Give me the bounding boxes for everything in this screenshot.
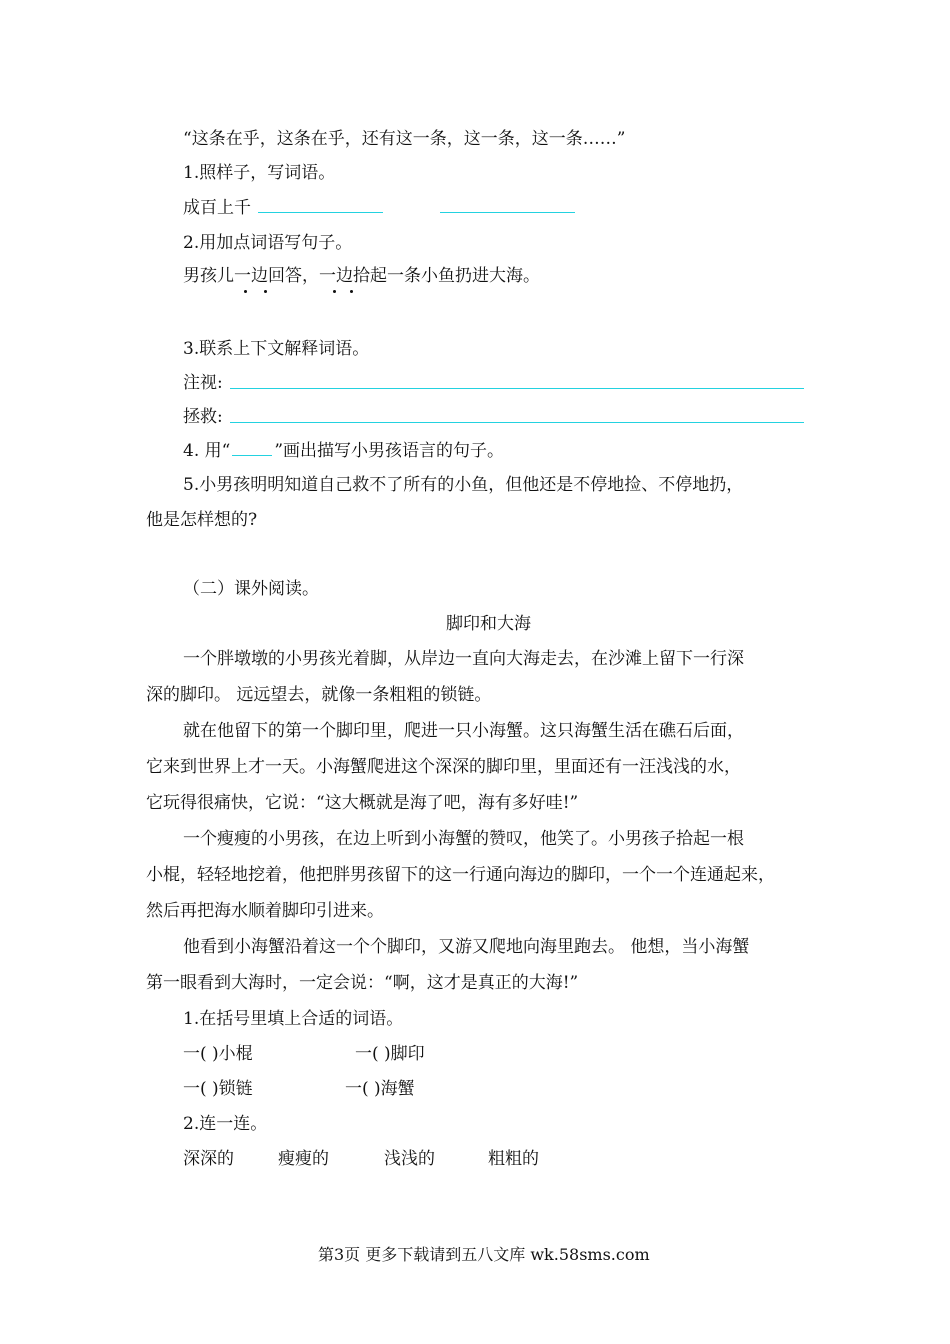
question-1-example: 成百上千 bbox=[183, 198, 251, 218]
emphasis-dot bbox=[333, 290, 336, 293]
story-line: 它来到世界上才一天。小海蟹爬进这个深深的脚印里，里面还有一汪浅浅的水， bbox=[146, 757, 741, 777]
underline-sample bbox=[232, 441, 272, 456]
b-question-1-title: 1.在括号里填上合适的词语。 bbox=[183, 1009, 404, 1029]
question-3-word-1: 注视: bbox=[183, 373, 223, 393]
quote-line: “这条在乎，这条在乎，还有这一条，这一条，这一条……” bbox=[183, 129, 626, 149]
b-question-2-title: 2.连一连。 bbox=[183, 1114, 268, 1134]
match-word[interactable]: 深深的 bbox=[183, 1149, 234, 1169]
page-footer: 第3页 更多下载请到五八文库 wk.58sms.com bbox=[318, 1245, 650, 1264]
answer-line-1[interactable] bbox=[230, 388, 804, 389]
answer-blank-1[interactable] bbox=[258, 212, 383, 213]
story-line: 一个胖墩墩的小男孩光着脚，从岸边一直向大海走去，在沙滩上留下一行深 bbox=[183, 649, 744, 669]
question-2-title: 2.用加点词语写句子。 bbox=[183, 233, 353, 253]
section-2-title: （二）课外阅读。 bbox=[183, 579, 319, 599]
fill-item[interactable]: 一( )锁链 bbox=[183, 1079, 253, 1099]
question-5-line-2: 他是怎样想的? bbox=[146, 510, 258, 530]
question-4 bbox=[183, 440, 504, 462]
fill-item[interactable]: 一( )小棍 bbox=[183, 1044, 253, 1064]
fill-item[interactable]: 一( )海蟹 bbox=[345, 1079, 415, 1099]
story-line: 然后再把海水顺着脚印引进来。 bbox=[146, 901, 384, 921]
story-line: 第一眼看到大海时，一定会说：“啊，这才是真正的大海!” bbox=[146, 973, 579, 993]
question-1-title: 1.照样子，写词语。 bbox=[183, 163, 336, 183]
match-word[interactable]: 粗粗的 bbox=[488, 1149, 539, 1169]
story-title: 脚印和大海 bbox=[446, 614, 531, 634]
story-line: 就在他留下的第一个脚印里，爬进一只小海蟹。这只海蟹生活在礁石后面， bbox=[183, 721, 744, 741]
story-line: 他看到小海蟹沿着这一个个脚印，又游又爬地向海里跑去。 他想，当小海蟹 bbox=[183, 937, 750, 957]
question-4-prefix: 4. 用“ bbox=[183, 441, 231, 461]
answer-line-2[interactable] bbox=[230, 422, 804, 423]
story-line: 深的脚印。 远远望去，就像一条粗粗的锁链。 bbox=[146, 685, 492, 705]
question-3-title: 3.联系上下文解释词语。 bbox=[183, 339, 370, 359]
fill-item[interactable]: 一( )脚印 bbox=[355, 1044, 425, 1064]
answer-blank-2[interactable] bbox=[440, 212, 575, 213]
question-4-suffix: ”画出描写小男孩语言的句子。 bbox=[274, 441, 505, 461]
question-3-word-2: 拯救: bbox=[183, 407, 223, 427]
question-2-sentence: 男孩儿一边回答，一边拾起一条小鱼扔进大海。 bbox=[183, 266, 540, 286]
emphasis-dot bbox=[264, 290, 267, 293]
story-line: 它玩得很痛快，它说：“这大概就是海了吧，海有多好哇!” bbox=[146, 793, 579, 813]
question-5-line-1: 5.小男孩明明知道自己救不了所有的小鱼，但他还是不停地捡、不停地扔， bbox=[183, 475, 744, 495]
emphasis-dot bbox=[350, 290, 353, 293]
story-line: 小棍，轻轻地挖着，他把胖男孩留下的这一行通向海边的脚印，一个一个连通起来， bbox=[146, 865, 775, 885]
match-word[interactable]: 浅浅的 bbox=[384, 1149, 435, 1169]
story-line: 一个瘦瘦的小男孩，在边上听到小海蟹的赞叹，他笑了。小男孩子拾起一根 bbox=[183, 829, 744, 849]
emphasis-dot bbox=[244, 290, 247, 293]
match-word[interactable]: 瘦瘦的 bbox=[278, 1149, 329, 1169]
